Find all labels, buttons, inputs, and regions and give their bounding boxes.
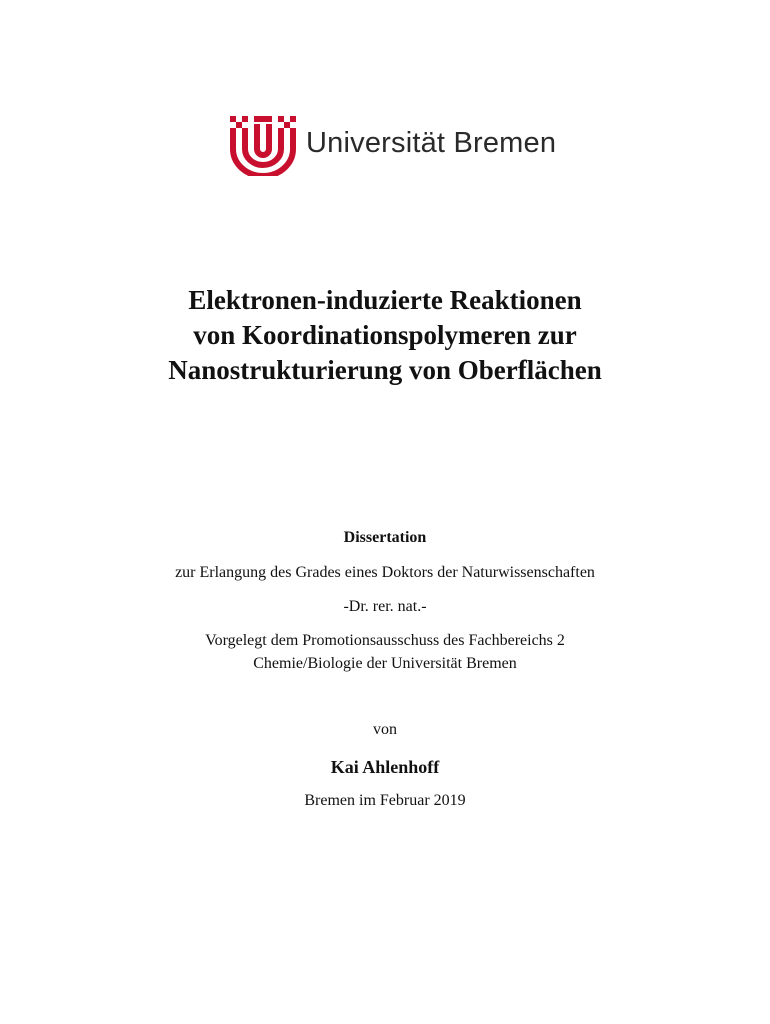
degree-abbreviation: -Dr. rer. nat.- [343,598,427,615]
title-line-1: Elektronen-induzierte Reaktionen [188,285,582,315]
document-type: Dissertation [343,529,427,546]
title-line-2: von Koordinationspolymeren zur [193,320,577,350]
submitted-line-2: Chemie/Biologie der Universität Bremen [253,655,517,672]
university-bremen-logo-icon [230,116,296,176]
university-name: Universität Bremen [306,127,557,159]
degree-purpose: zur Erlangung des Grades eines Doktors der Naturwissenschaften [175,564,595,581]
submitted-line-1: Vorgelegt dem Promotionsausschuss des Fachbereichs 2 [205,632,565,649]
dissertation-title [0,283,770,388]
author-name: Kai Ahlenhoff [330,757,440,777]
place-date: Bremen im Februar 2019 [304,792,466,809]
title-line-3: Nanostrukturierung von Oberflächen [168,355,602,385]
by-label: von [373,721,397,738]
university-logo [230,116,590,176]
